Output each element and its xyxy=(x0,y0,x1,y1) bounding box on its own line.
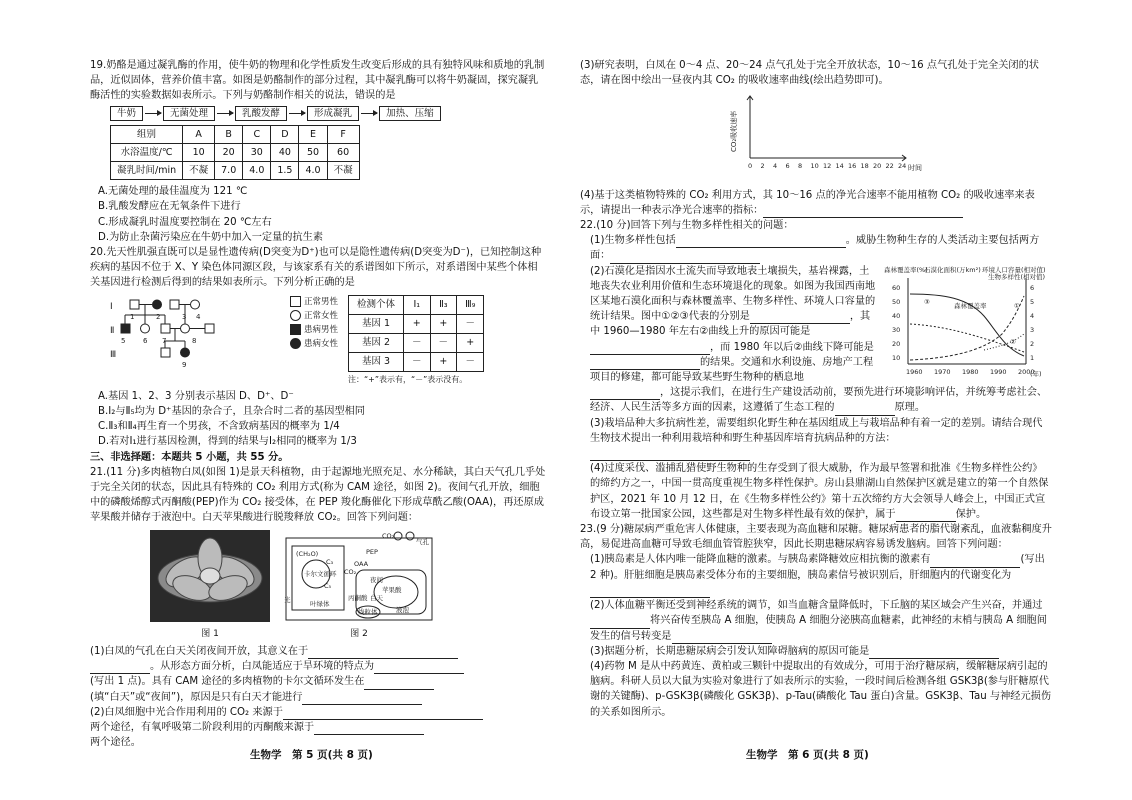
table-cell: + xyxy=(404,314,431,333)
x-tick-label: 22 xyxy=(885,162,894,171)
affected-female-icon xyxy=(290,338,301,349)
label-c3: C₃ xyxy=(326,557,334,566)
x-tick-label: 18 xyxy=(860,162,869,171)
chart-ylabel-left: 森林覆盖率(%) xyxy=(884,265,928,274)
q19-option-d: D.为防止杂菌污染应在牛奶中加入一定量的抗生素 xyxy=(98,231,324,243)
table-cell: 30 xyxy=(243,143,271,161)
table-cell: － xyxy=(457,352,484,371)
table-header-cell: 组别 xyxy=(111,125,183,143)
answer-blank[interactable] xyxy=(930,567,1020,568)
q22-s4 xyxy=(580,461,1052,522)
q21-sub2b-text: 两个途径，有氧呼吸第二阶段利用的丙酮酸来源于 xyxy=(90,722,315,734)
svg-text:3: 3 xyxy=(182,312,187,321)
page-footer: 生物学 第 5 页(共 8 页) xyxy=(250,749,373,761)
q20-option-d: D.若对Ⅰ₁进行基因检测，得到的结果与Ⅰ₂相同的概率为 1/3 xyxy=(98,436,357,448)
table-header-cell: F xyxy=(327,125,359,143)
q21-sub2-text: (2)白凤细胞中光合作用利用的 CO₂ 来源于 xyxy=(90,706,283,718)
table-cell: 凝乳时间/min xyxy=(111,162,183,180)
q22-s2d-text: 的结果。交通和水利设施、房地产工程项目的修建，都可能导致某些野生物种的栖息地 xyxy=(590,356,874,384)
q19-option-c: C.形成凝乳时温度要控制在 20 ℃左右 xyxy=(98,216,272,228)
label-night: 夜间 xyxy=(370,575,383,584)
flow-step: 无菌处理 xyxy=(163,106,215,121)
x-tick-label: 1980 xyxy=(962,367,979,376)
succulent-photo xyxy=(150,530,270,622)
q21-sub1 xyxy=(90,644,546,659)
right-page xyxy=(566,0,1132,800)
normal-male-icon xyxy=(290,296,301,307)
svg-text:4: 4 xyxy=(196,312,201,321)
label-co2: CO₂ xyxy=(344,567,357,576)
x-tick-label: 16 xyxy=(848,162,857,171)
q22-s4-text: (4)过度采伐、滥捕乱猎使野生物种的生存受到了很大威胁，作为最早签署和批准《生物多样性公约》的缔约方之一，中国一贯高度重视生物多样性保护。房山县鼎湖山自然保护区就是建立的第一个自然保护区，2021 年 10 月 12 日，在《生物多样性公约》第十五次缔约方大会领导人峰会上，中国正式宣布设立第一批国家公园，这些都是对生物多样性最有效的保护，属于 xyxy=(590,463,1049,520)
table-cell: 7.0 xyxy=(215,162,243,180)
label-malate: 苹果酸 xyxy=(382,585,402,594)
q21-sub1-line3 xyxy=(90,674,546,689)
table-cell: + xyxy=(430,314,457,333)
label-oaa: OAA xyxy=(354,559,369,568)
label-calvin: 卡尔文循环 xyxy=(304,569,337,578)
answer-blank[interactable] xyxy=(676,247,846,248)
q20-option-b: B.Ⅰ₂与Ⅱ₅均为 D⁺基因的杂合子，且杂合时二者的基因型相同 xyxy=(98,406,365,418)
q20-table-wrap xyxy=(348,295,484,387)
section-heading: 三、非选择题：本题共 5 小题，共 55 分。 xyxy=(90,451,289,463)
svg-text:9: 9 xyxy=(182,360,187,369)
x-unit: (年) xyxy=(1030,369,1042,378)
svg-text:Ⅱ: Ⅱ xyxy=(110,325,115,336)
mark-1: ① xyxy=(1014,301,1020,310)
table-header-cell: B xyxy=(215,125,243,143)
arrow-icon xyxy=(217,113,233,114)
q23-s1 xyxy=(580,552,1052,598)
q21-sub1b-text: 。从形态方面分析，白凤能适应于旱环境的特点为 xyxy=(150,661,375,673)
table-cell: + xyxy=(430,352,457,371)
cam-pathway-diagram xyxy=(284,530,434,622)
x-tick-label: 4 xyxy=(773,162,778,171)
table-cell: 1.5 xyxy=(271,162,299,180)
y-tick-label-left: 40 xyxy=(892,311,901,320)
table-cell: 4.0 xyxy=(299,162,327,180)
chart-tick-group xyxy=(892,284,1035,376)
q21-sub2 xyxy=(90,705,546,720)
label-co2-top: CO₂ xyxy=(382,531,395,540)
q22-s1-text: (1)生物多样性包括 xyxy=(590,235,676,247)
q21-sub4-text: (4)基于这类植物特殊的 CO₂ 利用方式，其 10～16 点的净光合速率不能用植物 CO₂ 的吸收速率来表示，请提出一种表示净光合速率的指标： xyxy=(580,189,1035,216)
y-tick-label-right: 1 xyxy=(1030,353,1035,362)
answer-blank[interactable] xyxy=(590,354,710,355)
x-tick-label: 24 xyxy=(898,162,907,171)
q20-option-c: C.Ⅱ₃和Ⅱ₄再生育一个男孩，不含致病基因的概率为 1/4 xyxy=(98,421,340,433)
q21-sub1-text: (1)白凤的气孔在白天关闭夜间开放，其意义在于 xyxy=(90,646,309,658)
table-cell: 基因 3 xyxy=(349,352,404,371)
left-column xyxy=(90,58,546,751)
q23-s3 xyxy=(580,644,1052,659)
legend-label: 正常男性 xyxy=(304,296,339,307)
figure-1 xyxy=(150,530,270,642)
table-header-cell: Ⅲ₉ xyxy=(457,295,484,314)
q22-stem: 22.(10 分)回答下列与生物多样性相关的问题： xyxy=(580,220,794,232)
q21-sub2c-text: 两个途径。 xyxy=(90,737,141,749)
svg-text:Ⅰ: Ⅰ xyxy=(110,301,113,312)
x-tick-label: 14 xyxy=(835,162,844,171)
q22-s2c-text: ，而 1980 年以后②曲线下降可能是 xyxy=(710,341,874,353)
answer-blank[interactable] xyxy=(590,369,700,370)
x-tick-label: 1970 xyxy=(934,367,951,376)
y-tick-label-right: 3 xyxy=(1030,325,1035,334)
q21-figures xyxy=(150,530,546,642)
q21-sub3: (3)研究表明，白凤在 0～4 点、20～24 点气孔处于完全开放状态，10～16 点气孔处于完全关闭的状态，请在图中绘出一昼夜内其 CO₂ 的吸收速率曲线(绘出趋势即可)。 xyxy=(580,60,1039,87)
x-tick-label: 2 xyxy=(760,162,765,171)
q22-s2e-text: ，这提示我们，在进行生产建设活动前，要预先进行环境影响评估，并统筹考虑社会、经济、人民生活等多方面的因素，这遵循了生态工程的 xyxy=(590,387,1048,414)
arrow-icon xyxy=(289,113,305,114)
legend-label: 患病女性 xyxy=(304,338,339,349)
pedigree-diagram xyxy=(110,295,280,369)
chart-title-mid: 石漠化面积(万km²) xyxy=(924,265,981,274)
q23-s1-text: (1)胰岛素是人体内唯一能降血糖的激素。与胰岛素降糖效应相抗衡的激素有 xyxy=(590,554,931,566)
table-cell: 不凝 xyxy=(183,162,215,180)
chart-ylabel-right1: 环境人口容量(相对值) xyxy=(982,265,1046,274)
q22-s1b-text: 。威胁生物种生存的人类活动主要包括两方面： xyxy=(590,235,1040,262)
table-cell: 不凝 xyxy=(327,162,359,180)
answer-blank[interactable] xyxy=(590,628,650,629)
flow-step: 形成凝乳 xyxy=(307,106,359,121)
right-column xyxy=(580,58,1052,720)
q22-s2-text-block xyxy=(580,264,878,386)
figure-2 xyxy=(284,530,434,642)
x-tick-label: 6 xyxy=(785,162,790,171)
label-mitochondria: 线粒体 xyxy=(358,607,378,616)
q22-s2b-text: ，其中 1960—1980 年左右②曲线上升的原因可能是 xyxy=(590,311,871,338)
legend-label: 正常女性 xyxy=(304,310,339,321)
co2-empty-axes[interactable] xyxy=(730,92,930,176)
q22-s2e xyxy=(580,385,1052,415)
y-tick-label-left: 10 xyxy=(892,353,901,362)
svg-text:Ⅲ: Ⅲ xyxy=(110,349,117,360)
table-cell: 基因 1 xyxy=(349,314,404,333)
label-pyruvate: 丙酮酸 xyxy=(348,593,368,602)
flow-step: 牛奶 xyxy=(110,106,143,121)
pedigree-legend xyxy=(290,295,338,351)
svg-text:8: 8 xyxy=(192,336,197,345)
table-header-cell: E xyxy=(299,125,327,143)
table-cell: 10 xyxy=(183,143,215,161)
y-tick-label-left: 50 xyxy=(892,297,901,306)
q21-sub1d-text: (填“白天”或“夜间”)，原因是只有白天才能进行 xyxy=(90,691,303,703)
q21-sub2-line2 xyxy=(90,720,546,735)
table-header-cell: Ⅰ₁ xyxy=(404,295,431,314)
x-tick-label: 20 xyxy=(873,162,882,171)
y-axis-label: CO₂吸收速率 xyxy=(730,111,738,153)
q23-s4: (4)药物 M 是从中药黄连、黄柏或三颗针中提取出的有效成分，可用于治疗糖尿病，缓解糖尿病引起的脑病。科研人员以大鼠为实验对象进行了如表所示的实验，一段时间后检测各组 GSK3β(参与肝糖原代谢的关键酶)、p-GSK3β(磷酸化 GSK3β)、p-Tau(磷酸化 Tau 蛋白)含量。GSK3β、Tau 与神经元损伤的关系如图所示。 xyxy=(590,660,1052,718)
affected-male-icon xyxy=(290,324,301,335)
label-day: 白天 xyxy=(370,593,383,602)
answer-blank[interactable] xyxy=(314,734,424,735)
table-note: 注：“+”表示有，“－”表示没有。 xyxy=(348,374,468,384)
x-axis-label: 时间 xyxy=(908,164,922,173)
mark-3: ③ xyxy=(924,297,930,306)
table-header-cell: 检测个体 xyxy=(349,295,404,314)
x-tick-label: 8 xyxy=(798,162,803,171)
arrow-icon xyxy=(361,113,377,114)
q20-stem: 20.先天性肌强直既可以是显性遗传病(D突变为D⁺)也可以是隐性遗传病(D突变为D⁻)，已知控制这种疾病的基因不位于 X、Y 染色体同源区段，与该家系有关的系谱图如下所示，对系谱图中某些个体相关基因进行检测后得到的结果如表所示。下列分析正确的是 xyxy=(90,247,542,289)
q22-s2-text: (2)石漠化是指因水土流失而导致地表土壤损失，基岩裸露，土地丧失农业利用价值和生态环境退化的现象。如图为我国西南地区某地石漠化面积与森林覆盖率、生物多样性、环境人口容量的统计结果。图中①②③代表的分别是 xyxy=(590,265,876,323)
table-cell: 50 xyxy=(299,143,327,161)
y-tick-label-right: 6 xyxy=(1030,283,1035,292)
q22-s1 xyxy=(580,233,1052,263)
q22-s2f-text: 原理。 xyxy=(894,402,926,414)
table-cell: + xyxy=(457,333,484,352)
svg-text:1: 1 xyxy=(130,312,135,321)
legend-label: 患病男性 xyxy=(304,324,339,335)
q22-s3-text: (3)栽培品种大多抗病性差，需要组织化野生种在基因组成上与栽培品种有着一定的差别。请结合现代生物技术提出一种利用栽培种和野生种基因库培育抗病品种的方法： xyxy=(590,417,1043,444)
q23-s2-text: (2)人体血糖平衡还受到神经系统的调节，如当血糖含量降低时，下丘脑的某区域会产生兴奋，并通过 xyxy=(590,600,1043,612)
q21-sub1c-text: (写出 1 点)。具有 CAM 途径的多肉植物的卡尔文循环发生在 xyxy=(90,676,365,688)
q21-sub1-line2 xyxy=(90,659,546,674)
y-tick-label-right: 2 xyxy=(1030,339,1035,348)
figure-caption: 图 2 xyxy=(350,628,368,639)
table-header-cell: D xyxy=(271,125,299,143)
label-chloroplast: 叶绿体 xyxy=(310,599,330,608)
table-cell: 20 xyxy=(215,143,243,161)
table-cell: － xyxy=(404,352,431,371)
normal-female-icon xyxy=(290,310,301,321)
q19-option-a: A.无菌处理的最佳温度为 121 ℃ xyxy=(98,186,248,198)
y-tick-label-left: 20 xyxy=(892,339,901,348)
co2-axis-figure xyxy=(730,92,1052,181)
arrow-icon xyxy=(145,113,161,114)
q21-sub4 xyxy=(580,188,1052,218)
svg-text:5: 5 xyxy=(121,336,126,345)
svg-text:7: 7 xyxy=(162,336,167,345)
label-pep: PEP xyxy=(366,547,378,556)
q20-figure-row xyxy=(110,295,546,387)
x-tick-label: 2000 xyxy=(1018,367,1035,376)
q20-table xyxy=(348,295,484,372)
q19-stem: 19.奶酪是通过凝乳酶的作用，使牛奶的物理和化学性质发生改变后形成的具有独特风味和质地的乳制品，近似固体，营养价值丰富。如图是奶酪制作的部分过程，其中凝乳酶可以将牛奶凝固，探究凝乳酶活性的实验数据如表所示。下列与奶酪制作相关的说法，错误的是 xyxy=(90,60,545,102)
q23-stem: 23.(9 分)糖尿病严重危害人体健康，主要表现为高血糖和尿糖。糖尿病患者的脂代谢紊乱，血液黏稠度升高，易促进高血糖可导致毛细血管管腔狭窄，因此长期患糖尿病容易诱发脑病。回答下列问题： xyxy=(580,524,1052,551)
q23-s3-text: (3)据题分析，长期患糖尿病会引发认知障碍脑病的原因可能是 xyxy=(590,645,870,657)
table-cell: 40 xyxy=(271,143,299,161)
flow-step: 加热、压缩 xyxy=(379,106,441,121)
curve-label: 森林覆盖率 xyxy=(954,301,987,310)
label-c5: C₅ xyxy=(324,581,332,590)
q23-s1b-text: (写出 2 种)。肝脏细胞是胰岛素受体分布的主要细胞，胰岛素信号被识别后，肝细胞内的代谢变化为 xyxy=(590,554,1045,581)
figure-caption: 图 1 xyxy=(201,628,219,639)
x-tick-label: 0 xyxy=(748,162,753,171)
table-cell: － xyxy=(404,333,431,352)
q23-s2b-text: 将兴奋传至胰岛 A 细胞，使胰岛 A 细胞分泌胰高血糖素，此神经的末梢与胰岛 A 细胞间发生的信号转变是 xyxy=(590,615,1047,642)
table-header-cell: C xyxy=(243,125,271,143)
desertification-chart xyxy=(884,264,1052,380)
page-footer: 生物学 第 6 页(共 8 页) xyxy=(746,749,869,761)
table-cell: 基因 2 xyxy=(349,333,404,352)
x-tick-label: 12 xyxy=(823,162,832,171)
label-vacuole: 液泡 xyxy=(396,605,409,614)
x-tick-label: 10 xyxy=(810,162,819,171)
chart-ylabel-right2: 生物多样性(相对值) xyxy=(988,272,1046,281)
x-tick-group xyxy=(748,162,906,170)
answer-blank[interactable] xyxy=(750,323,850,324)
q22-s4b-text: 保护。 xyxy=(955,508,987,520)
q22-s2-block xyxy=(580,264,1052,386)
x-tick-label: 1960 xyxy=(906,367,923,376)
mark-2: ② xyxy=(1010,337,1016,346)
table-cell: － xyxy=(457,314,484,333)
label-stoma: 气孔 xyxy=(416,537,429,546)
y-tick-label-left: 30 xyxy=(892,325,901,334)
x-tick-label: 1990 xyxy=(990,367,1007,376)
q21-stem: 21.(11 分)多肉植物白凤(如图 1)是景天科植物，由于起源地光照充足、水分稀缺，其白天气孔几乎处于完全关闭的状态，因此具有特殊的 CO₂ 利用方式(称为 CAM 途径，如图 2)。夜间气孔开放，细胞中的磷酸烯醇式丙酮酸(PEP)作为 CO₂ 接受体，在 PEP 羧化酶催化下形成草酰乙酸(OAA)，再还原成苹果酸并储存于液泡中。白天苹果酸进行脱羧释放 CO₂。回答下列问题： xyxy=(90,466,546,524)
y-tick-label-right: 4 xyxy=(1030,311,1035,320)
table-cell: 水浴温度/℃ xyxy=(111,143,183,161)
table-cell: 60 xyxy=(327,143,359,161)
q19-option-b: B.乳酸发酵应在无氧条件下进行 xyxy=(98,201,241,213)
y-tick-label-right: 5 xyxy=(1030,297,1035,306)
q22-s3 xyxy=(580,416,1052,462)
table-cell: － xyxy=(430,333,457,352)
label-ch2o: (CH₂O) xyxy=(296,549,319,558)
svg-text:6: 6 xyxy=(143,336,148,345)
table-cell: 4.0 xyxy=(243,162,271,180)
q19-table xyxy=(110,125,360,181)
y-tick-label-left: 60 xyxy=(892,283,901,292)
q20-option-a: A.基因 1、2、3 分别表示基因 D、D⁺、D⁻ xyxy=(98,390,294,402)
svg-text:2: 2 xyxy=(156,312,161,321)
table-header-cell: Ⅱ₃ xyxy=(430,295,457,314)
q19-flowchart xyxy=(110,106,546,121)
table-header-cell: A xyxy=(183,125,215,143)
label-light: 光 xyxy=(284,595,291,604)
q23-s2 xyxy=(580,598,1052,644)
flow-step: 乳酸发酵 xyxy=(235,106,287,121)
answer-blank[interactable] xyxy=(590,399,660,400)
q21-sub1-line4 xyxy=(90,690,546,705)
